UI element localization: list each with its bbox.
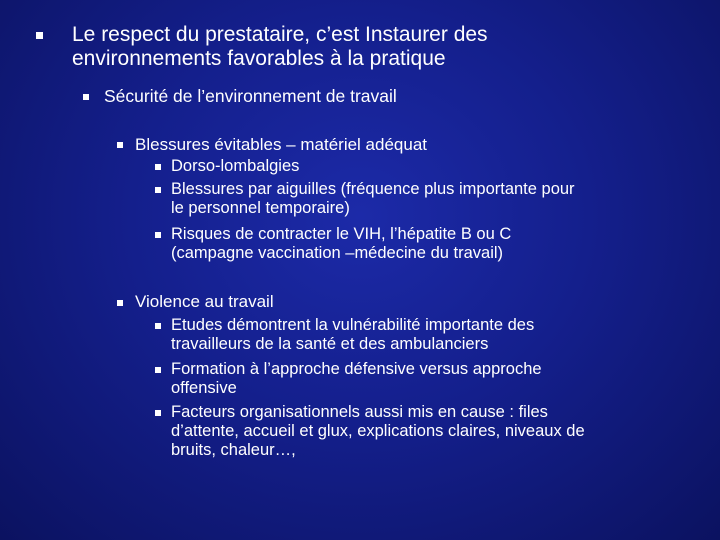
bullet-level4 [155,367,161,373]
title-line-2: environnements favorables à la pratique [72,47,446,70]
section-1-item-3-line-1: Risques de contracter le VIH, l’hépatite B ou C [171,225,512,243]
section-2-item-3-line-3: bruits, chaleur…, [171,441,296,459]
bullet-level4 [155,410,161,416]
section-2-item-3-line-2: d’attente, accueil et glux, explications claires, niveaux de [171,422,585,440]
bullet-level2 [83,94,89,100]
bullet-level4 [155,187,161,193]
section-2-item-2-line-2: offensive [171,379,237,397]
section-heading-1: Blessures évitables – matériel adéquat [135,135,427,154]
bullet-level1 [36,32,43,39]
subtitle: Sécurité de l’environnement de travail [104,86,397,106]
bullet-level3 [117,300,123,306]
section-2-item-1-line-1: Etudes démontrent la vulnérabilité importante des [171,316,535,334]
section-heading-2: Violence au travail [135,292,274,311]
section-2-item-2-line-1: Formation à l’approche défensive versus approche [171,360,542,378]
section-2-item-1-line-2: travailleurs de la santé et des ambulanciers [171,335,489,353]
bullet-level4 [155,323,161,329]
section-1-item-3-line-2: (campagne vaccination –médecine du travail) [171,244,504,262]
section-1-item-2-line-1: Blessures par aiguilles (fréquence plus importante pour [171,180,575,198]
section-1-item-2-line-2: le personnel temporaire) [171,199,350,217]
section-1-item-1-line-1: Dorso-lombalgies [171,157,300,175]
bullet-level4 [155,164,161,170]
section-2-item-3-line-1: Facteurs organisationnels aussi mis en cause : files [171,403,548,421]
bullet-level4 [155,232,161,238]
title-line-1: Le respect du prestataire, c’est Instaurer des [72,23,488,46]
bullet-level3 [117,142,123,148]
